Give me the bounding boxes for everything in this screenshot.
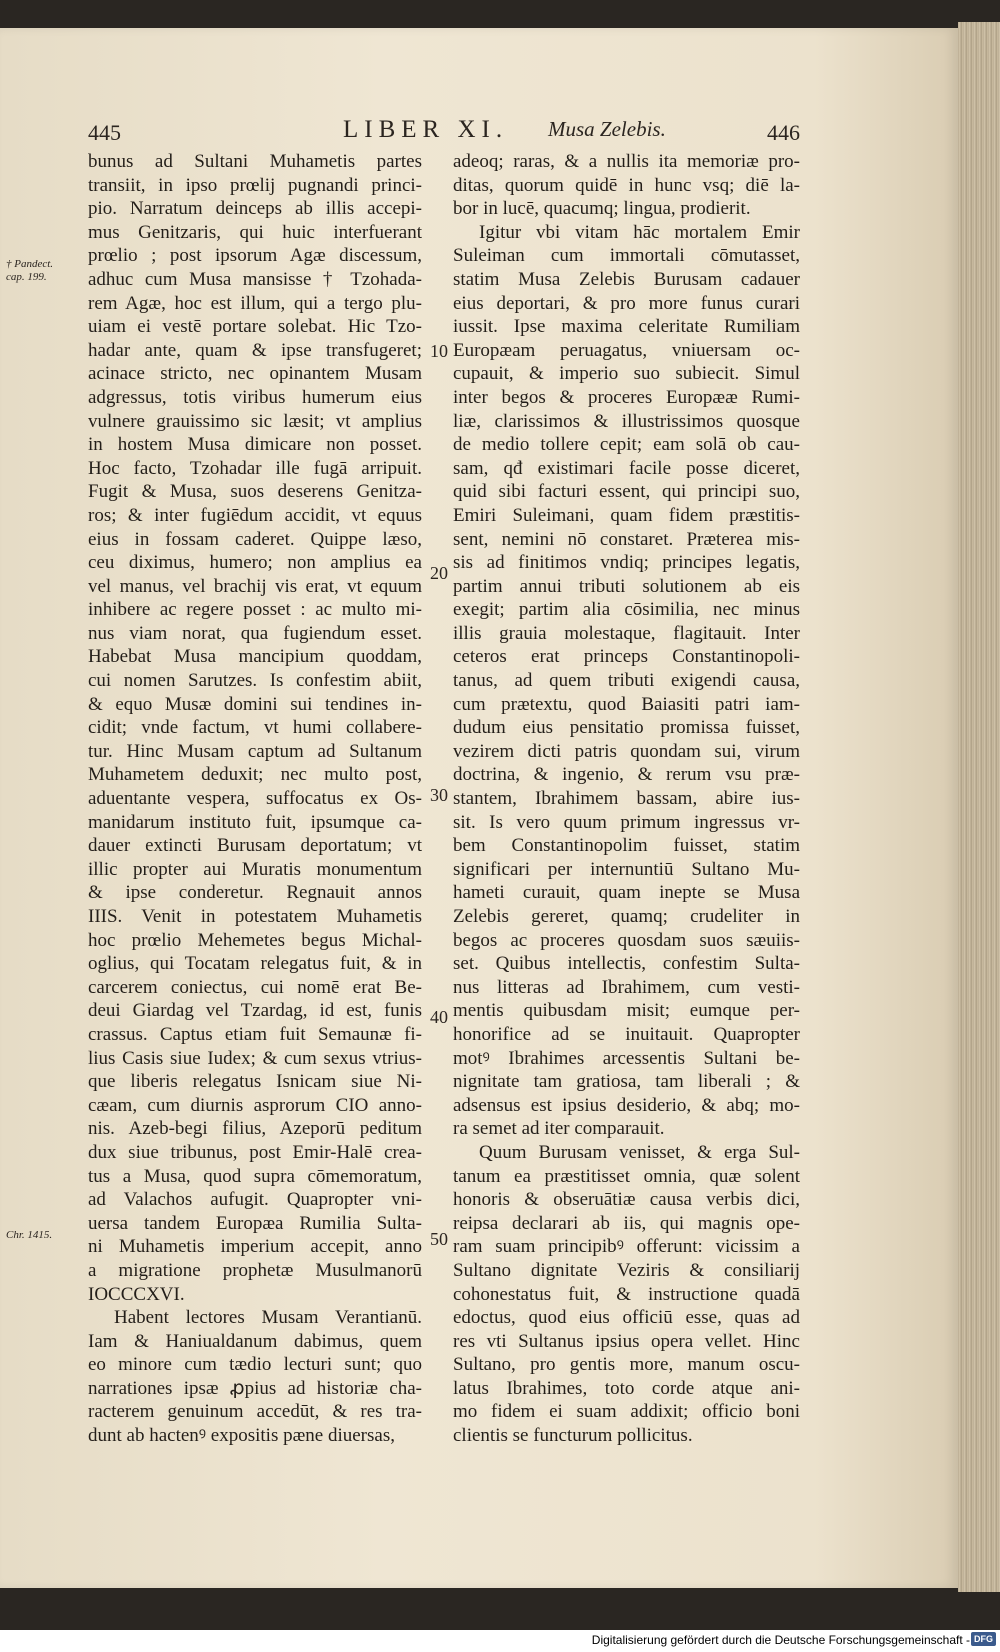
text-line: Emiri Suleimani, quam fidem præstitis-: [453, 504, 800, 526]
text-line: significari per internuntiū Sultano Mu-: [453, 858, 800, 880]
text-line: inhibere ac regere posset : ac multo mi-: [88, 599, 422, 621]
text-line: lius Casis siue Iudex; & cum sexus vtrius-: [88, 1047, 422, 1069]
running-title: LIBER XI.: [343, 116, 509, 143]
running-header: [88, 116, 800, 150]
text-line: mentis quibusdam misit; eumque per-: [453, 1000, 800, 1022]
text-line: Iam & Haniualdanum dabimus, quem: [88, 1330, 422, 1352]
text-line: deui Giardag vel Tzardag, id est, funis: [88, 1000, 422, 1022]
text-line: tur. Hinc Musam captum ad Sultanum: [88, 740, 422, 762]
text-line: Suleiman cum immortali cōmutasset,: [453, 245, 800, 267]
text-line: honorifice ad se inuitauit. Quapropter: [453, 1023, 800, 1045]
text-line: adsensus est ipsius desiderio, & abq; mo-: [453, 1094, 800, 1116]
text-line: ram suam principibꝰ offerunt: vicissim a: [453, 1236, 800, 1258]
text-line: cupauit, & imperio suo subiecit. Simul: [453, 363, 800, 385]
text-line: sam, qđ existimari facile posse diceret,: [453, 457, 800, 479]
text-line: nus litteras ad Ibrahimem, cum vesti-: [453, 976, 800, 998]
text-line: & ipse conderetur. Regnauit annos: [88, 882, 422, 904]
text-line: Fugit & Musa, suos deserens Genitza-: [88, 481, 422, 503]
text-line: cidit; vnde factum, vt humi collabere-: [88, 717, 422, 739]
text-line: honoris & obseruātiæ causa verbis dici,: [453, 1189, 800, 1211]
text-line: vezirem dicti patris quondam sui, virum: [453, 740, 800, 762]
line-number: 40: [430, 1007, 448, 1027]
text-line: pio. Narratum deinceps ab illis accepi-: [88, 198, 422, 220]
text-line: set. Quibus intellectis, confestim Sulta-: [453, 953, 800, 975]
text-line: motꝰ Ibrahimes arcessentis Sultani be-: [453, 1047, 800, 1069]
text-line: begos ac proceres quosdam suos sæuiis-: [453, 929, 800, 951]
text-line: rem Agæ, hoc est illum, qui a tergo plu-: [88, 292, 422, 314]
text-line: Habent lectores Musam Verantianū.: [114, 1307, 422, 1329]
text-line: que liberis relegatus Isnicam siue Ni-: [88, 1071, 422, 1093]
text-line: stantem, Ibrahimem bassam, abire ius-: [453, 788, 800, 810]
text-line: vel manus, vel brachij vis erat, vt equum: [88, 575, 422, 597]
text-line: uersa tandem Europæa Rumilia Sulta-: [88, 1212, 422, 1234]
text-line: a migratione prophetæ Musulmanorū: [88, 1259, 422, 1281]
text-line: adeoq; raras, & a nullis ita memoriæ pro-: [453, 151, 800, 172]
text-line: transiit, in ipso prœlij pugnandi princi-: [88, 174, 422, 196]
text-line: oglius, qui Tocatam relegatus fuit, & in: [88, 953, 422, 975]
text-line: dudum eius pensitatio promissa fuisset,: [453, 717, 800, 739]
text-line: partim annui tributi solutionem ab eis: [453, 575, 800, 597]
text-line: dunt ab hactenꝰ expositis pæne diuersas,: [88, 1425, 395, 1447]
text-line: Hoc facto, Tzohadar ille fugā arripuit.: [88, 457, 422, 479]
text-line: nus viam norat, qua fugiendum esset.: [88, 622, 422, 644]
text-line: adgressus, totis viribus humerum eius: [88, 386, 422, 408]
text-line: cui nomen Sarutzes. Is confestim abiit,: [88, 670, 422, 692]
margin-note-chronology: Chr. 1415.: [6, 1229, 53, 1241]
text-line: in hostem Musa dimicare non posset.: [88, 434, 422, 456]
text-line: eius in fossam caderet. Quippe læso,: [88, 528, 422, 550]
text-line: Europæam peruagatus, vniuersam oc-: [453, 339, 800, 361]
text-line: mo fidem ei suam addixit; officio boni: [453, 1401, 800, 1423]
text-line: Habebat Musa mancipium quoddam,: [88, 646, 422, 668]
text-line: IIIS. Venit in potestatem Muhametis: [88, 906, 422, 927]
folio-right: 446: [767, 120, 800, 145]
text-line: hoc prœlio Mehemetes begus Michal-: [88, 929, 422, 951]
text-line: doctrina, & ingenio, & rerum vsu præ-: [453, 764, 800, 786]
text-line: hadar ante, quam & ipse transfugeret;: [88, 339, 422, 361]
line-number: 10: [430, 341, 448, 361]
text-line: bor in lucē, quacumq; lingua, prodierit.: [453, 198, 751, 220]
text-line: Zelebis gereret, quamq; crudeliter in: [453, 906, 800, 927]
text-line: mus Genitzaris, qui huic interfuerant: [88, 221, 422, 243]
text-line: statim Musa Zelebis Burusam cadauer: [453, 268, 800, 290]
footer-credit: Digitalisierung gefördert durch die Deutsche Forschungsgemeinschaft -: [591, 1633, 970, 1647]
text-line: illis grauia molestaque, flagitauit. Inter: [453, 622, 800, 644]
page-edge: [958, 22, 1000, 1592]
text-line: ra semet ad iter comparauit.: [453, 1118, 665, 1140]
text-line: Quum Burusam venisset, & erga Sul-: [479, 1141, 800, 1163]
text-line: ni Muhametis imperium accepit, anno: [88, 1236, 422, 1258]
text-line: latus Ibrahimes, toto corde atque ani-: [453, 1377, 800, 1399]
text-line: eo minore cum tædio lecturi sunt; quo: [88, 1354, 422, 1376]
text-line: eius deportari, & pro more funus curari: [453, 292, 800, 314]
right-text-column: [453, 150, 800, 1448]
text-line: exegit; partim alia cōsimilia, nec minus: [453, 599, 800, 621]
text-line: ceteros erat princeps Constantinopoli-: [453, 646, 800, 668]
text-line: de medio tollere cepit; eam solā ob cau-: [453, 434, 800, 456]
text-line: inter begos & proceres Europææ Rumi-: [453, 386, 800, 408]
text-line: sis ad finitimos vndiq; principes legatis,: [453, 552, 800, 574]
text-line: nis. Azeb-begi filius, Azeporū peditum: [88, 1118, 422, 1140]
text-line: Sultano, pro gentis more, manum oscu-: [453, 1354, 800, 1376]
text-line: quid sibi facturi essent, qui principi suo,: [453, 481, 800, 503]
text-line: clientis se functurum pollicitus.: [453, 1425, 693, 1447]
text-line: bunus ad Sultani Muhametis partes: [88, 151, 422, 172]
text-line: dauer extincti Burusam deportatum; vt: [88, 835, 422, 857]
text-line: Igitur vbi vitam hāc mortalem Emir: [479, 221, 800, 243]
text-line: liæ, clarissimos & illustrissimos quosque: [453, 410, 800, 432]
text-line: hameti curauit, quam inepte se Musa: [453, 882, 800, 904]
text-line: prœlio ; post ipsorum Agæ discessum,: [88, 245, 422, 267]
text-line: uiam ei vestē portare solebat. Hic Tzo-: [88, 316, 422, 338]
text-line: illic propter aui Muratis monumentum: [88, 858, 422, 880]
margin-note-pandect: † Pandect. cap. 199.: [6, 258, 54, 283]
text-line: Muhametem deduxit; nec multo post,: [88, 764, 422, 786]
text-line: adhuc cum Musa mansisse † Tzohada-: [88, 268, 422, 290]
line-number: 30: [430, 785, 448, 805]
folio-left: 445: [88, 120, 121, 145]
text-line: res vti Sultanus ipsius opera vellet. Hinc: [453, 1330, 800, 1352]
text-line: ceu diximus, humero; non amplius ea: [88, 552, 422, 574]
running-subtitle: Musa Zelebis.: [548, 117, 666, 141]
text-line: aduentante vespera, suffocatus ex Os-: [88, 788, 422, 810]
text-line: Sultano dignitate Veziris & consiliarij: [453, 1259, 800, 1281]
text-line: ditas, quorum quidē in hunc vsq; diē la-: [453, 174, 800, 196]
text-line: sent, nemini nō constaret. Præterea mis-: [453, 528, 800, 550]
text-line: reipsa declarari ab iis, qui magnis ope-: [453, 1212, 800, 1234]
text-line: narrationes ipsæ ꝓpius ad historiæ cha-: [88, 1377, 422, 1399]
left-text-column: [88, 150, 422, 1448]
text-line: iussit. Ipse maxima celeritate Rumiliam: [453, 316, 800, 338]
text-line: ad Valachos aufugit. Quapropter vni-: [88, 1189, 422, 1211]
text-line: nignitate tam gratiosa, tam liberali ; &: [453, 1071, 800, 1093]
dfg-logo: DFG: [971, 1632, 996, 1646]
text-line: crassus. Captus etiam fuit Semaunæ fi-: [88, 1023, 422, 1045]
line-number: 50: [430, 1229, 448, 1249]
text-line: tanum ea præstitisset omnia, quæ solent: [453, 1165, 800, 1187]
text-line: cum prætextu, quod Baiasiti patri iam-: [453, 693, 800, 715]
line-number: 20: [430, 563, 448, 583]
text-line: IOCCCXVI.: [88, 1283, 185, 1305]
text-line: acinace stricto, nec opinantem Musam: [88, 363, 422, 385]
text-line: tanus, ad quem tributi exigendi causa,: [453, 670, 800, 692]
text-line: tus a Musa, quod supra cōmemoratum,: [88, 1165, 422, 1187]
text-line: & equo Musæ domini sui tendines in-: [88, 693, 422, 715]
text-line: dux siue tribunus, post Emir-Halē crea-: [88, 1141, 422, 1163]
text-line: ros; & inter fugiēdum accidit, vt equus: [88, 504, 422, 526]
text-line: vulnere grauissimo sic læsit; vt amplius: [88, 410, 422, 432]
text-line: manidarum instituto fuit, ipsumque ca-: [88, 811, 422, 833]
text-line: racterem genuinum accedūt, & res tra-: [88, 1401, 422, 1423]
text-line: cæam, cum diurnis asprorum CIO anno-: [88, 1094, 422, 1116]
text-line: cohonestatus fuit, & instructione quadā: [453, 1283, 800, 1305]
text-line: edoctus, quod eius officiū esse, quas ad: [453, 1307, 800, 1329]
text-line: carcerem coniectus, cui nomē erat Be-: [88, 976, 422, 998]
text-line: sit. Is vero quum primum ingressus vr-: [453, 811, 800, 833]
text-line: bem Constantinopolim fuisset, statim: [453, 835, 800, 857]
